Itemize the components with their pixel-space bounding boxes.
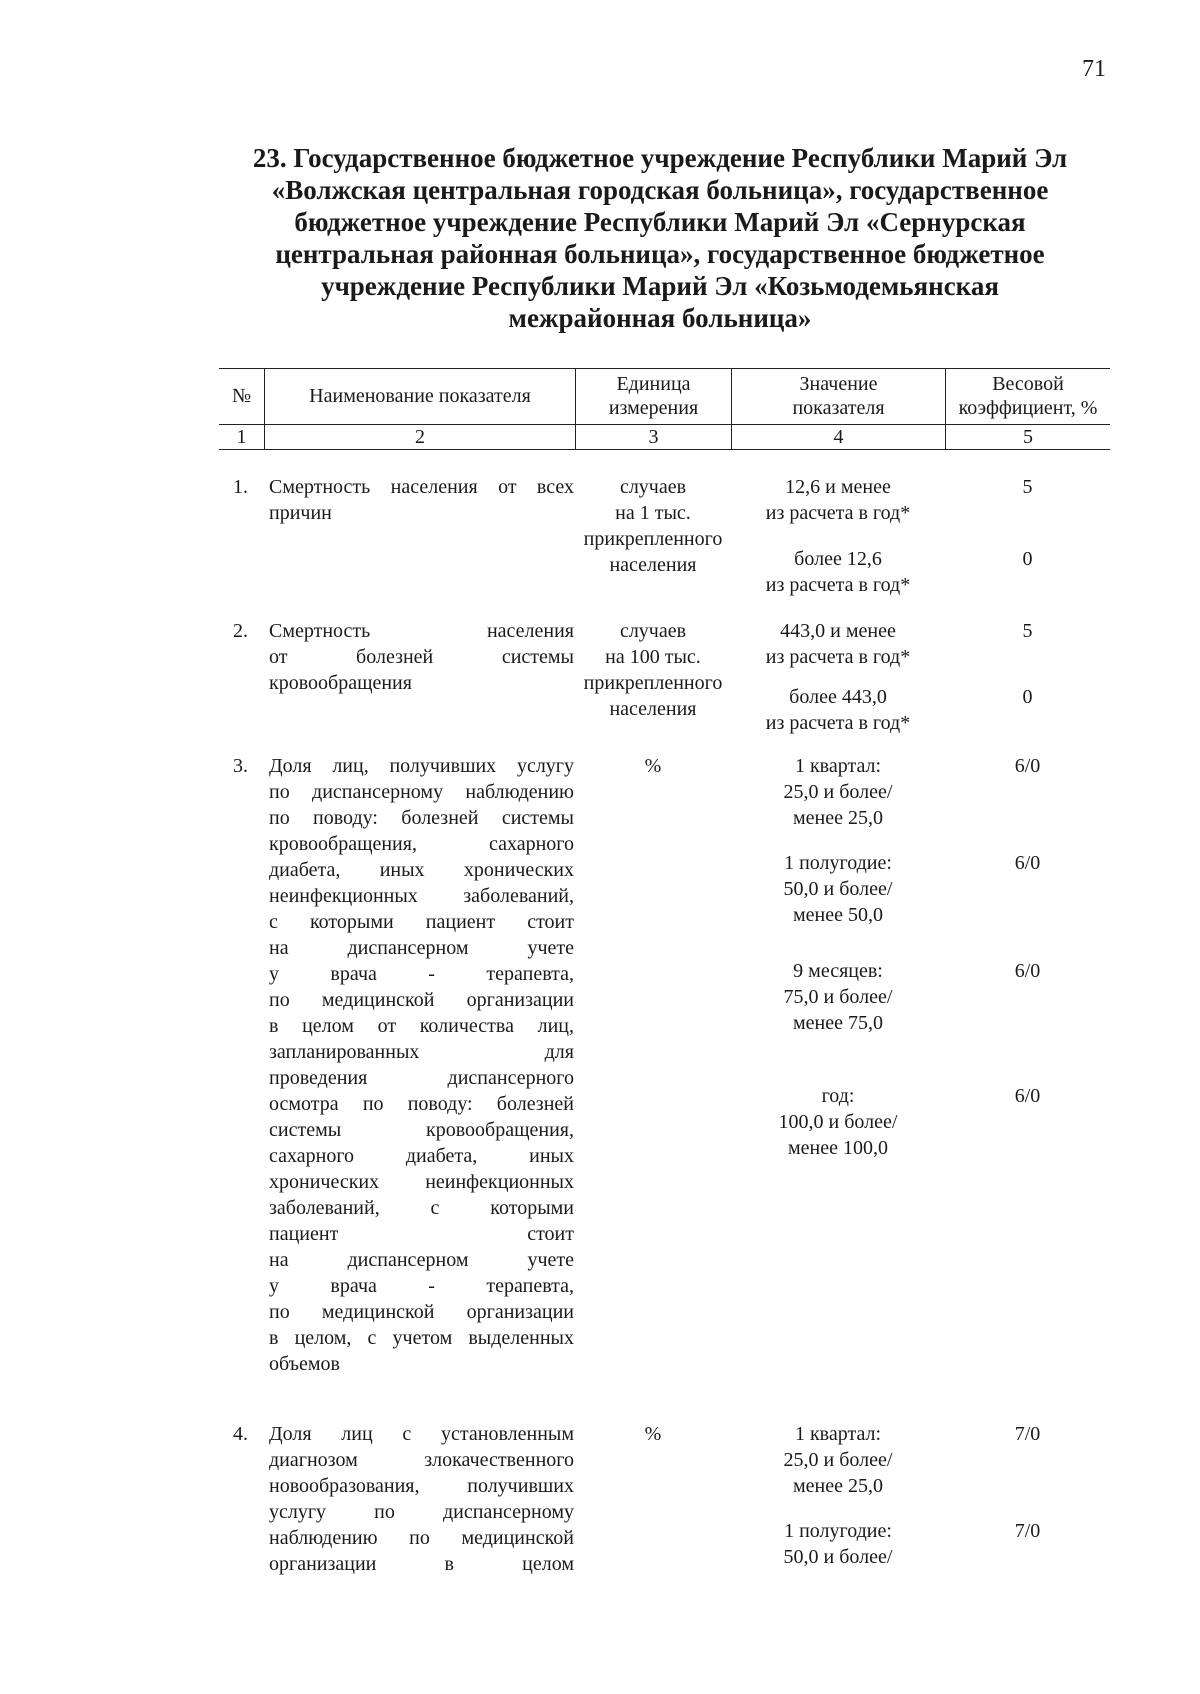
value-cell: 9 месяцев: 75,0 и более/ менее 75,0 bbox=[783, 960, 893, 1034]
indicator-name: Смертность населения от всех причин bbox=[269, 476, 574, 524]
page-number: 71 bbox=[1082, 56, 1106, 82]
weight-cell: 6/0 bbox=[1014, 1085, 1041, 1107]
row-number: 2. bbox=[233, 620, 248, 642]
table-row bbox=[219, 1421, 1110, 1581]
value-cell: 443,0 и менее из расчета в год* bbox=[765, 620, 911, 668]
title-line: центральная районная больница», государственное бюджетное bbox=[275, 239, 1045, 269]
header-unit: Единица измерения bbox=[608, 372, 699, 419]
header-weight: Весовой коэффициент, % bbox=[958, 372, 1098, 419]
header-num: № bbox=[231, 384, 252, 407]
column-number: 2 bbox=[415, 425, 425, 448]
header-name: Наименование показателя bbox=[309, 384, 531, 407]
table-row bbox=[219, 618, 1110, 738]
column-number: 5 bbox=[1023, 425, 1033, 448]
table-rule bbox=[219, 449, 1110, 450]
weight-cell: 7/0 bbox=[1014, 1520, 1041, 1542]
document-title bbox=[200, 142, 1120, 334]
value-cell: год: 100,0 и более/ менее 100,0 bbox=[778, 1085, 898, 1159]
weight-cell: 6/0 bbox=[1014, 755, 1041, 777]
value-cell: 1 квартал: 25,0 и более/ менее 25,0 bbox=[783, 1423, 893, 1497]
title-line: бюджетное учреждение Республики Марий Эл «Сернурская bbox=[294, 207, 1026, 237]
title-line: учреждение Республики Марий Эл «Козьмодемьянская bbox=[321, 271, 999, 301]
table-header bbox=[219, 368, 1110, 449]
title-line: 23. Государственное бюджетное учреждение Республики Марий Эл bbox=[252, 143, 1068, 173]
row-number: 1. bbox=[233, 476, 248, 498]
indicator-name: Доля лиц, получивших услугу по диспансерному наблюдению по поводу: болезней системы кровообращения, сахарного диабета, иных хронических неинфекционных заболеваний, с которыми пациент стоит на диспансерном учете у врача - терапевта, по медицинской организации в целом от количества лиц, запланированных для проведения диспансерного осмотра по поводу: болезней системы кровообращения, сахарного диабета, иных хронических неинфекционных заболеваний, с которыми пациент стоит на диспансерном учете у врача - терапевта, по медицинской организации в целом, с учетом выделенных объемов bbox=[269, 755, 574, 1375]
value-cell: 1 полугодие: 50,0 и более/ bbox=[783, 1520, 893, 1568]
unit-cell: случаев на 100 тыс. прикрепленного населения bbox=[583, 620, 723, 720]
value-cell: более 12,6 из расчета в год* bbox=[765, 548, 911, 596]
indicator-name: Смертность населения от болезней системы кровообращения bbox=[269, 620, 574, 694]
weight-cell: 6/0 bbox=[1014, 852, 1041, 874]
value-cell: 1 квартал: 25,0 и более/ менее 25,0 bbox=[783, 755, 893, 829]
unit-cell: случаев на 1 тыс. прикрепленного населения bbox=[583, 476, 723, 576]
row-number: 3. bbox=[233, 755, 248, 777]
title-line: «Волжская центральная городская больница», государственное bbox=[271, 175, 1049, 205]
weight-cell: 5 bbox=[1022, 476, 1033, 498]
column-number: 1 bbox=[236, 425, 247, 448]
weight-cell: 7/0 bbox=[1014, 1423, 1041, 1445]
table-row bbox=[219, 474, 1110, 594]
unit-cell: % bbox=[644, 1423, 662, 1445]
value-cell: 1 полугодие: 50,0 и более/ менее 50,0 bbox=[783, 852, 893, 926]
weight-cell: 6/0 bbox=[1014, 960, 1041, 982]
unit-cell: % bbox=[644, 755, 662, 777]
title-line: межрайонная больница» bbox=[508, 303, 812, 333]
weight-cell: 5 bbox=[1022, 620, 1033, 642]
value-cell: более 443,0 из расчета в год* bbox=[765, 686, 911, 734]
header-value: Значение показателя bbox=[792, 372, 885, 419]
column-number: 4 bbox=[833, 425, 844, 448]
weight-cell: 0 bbox=[1022, 548, 1033, 570]
weight-cell: 0 bbox=[1022, 686, 1033, 708]
table-row bbox=[219, 753, 1110, 1383]
row-number: 4. bbox=[233, 1423, 248, 1445]
column-number: 3 bbox=[648, 425, 659, 448]
indicator-name: Доля лиц с установленным диагнозом злокачественного новообразования, получивших услугу по диспансерному наблюдению по медицинской организации в целом bbox=[269, 1423, 574, 1575]
value-cell: 12,6 и менее из расчета в год* bbox=[765, 476, 911, 524]
